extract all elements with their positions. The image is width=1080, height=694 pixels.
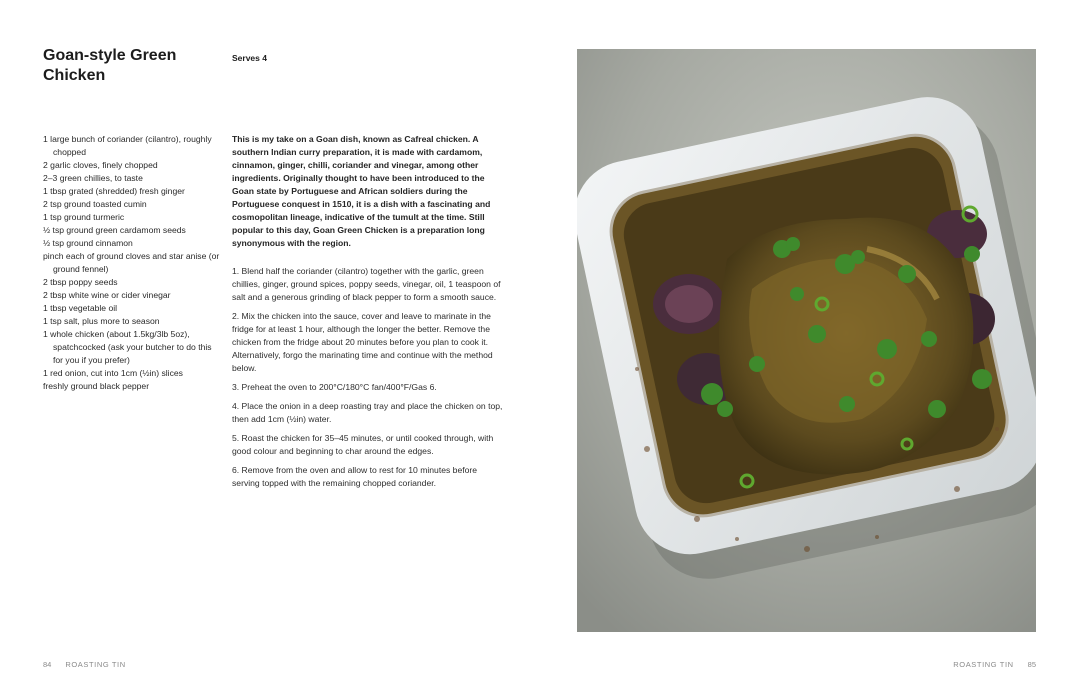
- ingredient-item: 1 tbsp grated (shredded) fresh ginger: [43, 186, 185, 196]
- ingredient-item: pinch each of ground cloves and star anise (or ground fennel): [43, 251, 220, 274]
- footer-left: [43, 660, 126, 669]
- ingredient-item: freshly ground black pepper: [43, 381, 150, 391]
- ingredient-item: ½ tsp ground green cardamom seeds: [43, 225, 186, 235]
- method-steps: [232, 265, 504, 496]
- ingredient-item: 1 whole chicken (about 1.5kg/3lb 5oz), spatchcocked (ask your butcher to do this for you if you prefer): [43, 329, 212, 365]
- method-step: 2. Mix the chicken into the sauce, cover and leave to marinate in the fridge for at least 1 hour, although the longer the better. Remove the chicken from the fridge about 20 minutes before you plan to cook it. Alternatively, forgo the marinating time and continue with the method below.: [232, 311, 493, 373]
- recipe-title: Goan-style Green Chicken: [43, 47, 177, 84]
- serves-label: Serves 4: [232, 53, 267, 63]
- ingredient-item: 2 garlic cloves, finely chopped: [43, 160, 158, 170]
- page-number-right: 85: [1027, 660, 1036, 669]
- ingredient-item: 2–3 green chillies, to taste: [43, 173, 143, 183]
- footer-right: [953, 660, 1036, 669]
- ingredient-list: [43, 133, 221, 393]
- method-step: 3. Preheat the oven to 200°C/180°C fan/400°F/Gas 6.: [232, 382, 437, 392]
- ingredient-item: 2 tbsp poppy seeds: [43, 277, 118, 287]
- method-step: 6. Remove from the oven and allow to rest for 10 minutes before serving topped with the remaining chopped coriander.: [232, 465, 478, 488]
- ingredient-item: 1 tsp ground turmeric: [43, 212, 125, 222]
- recipe-intro: This is my take on a Goan dish, known as Cafreal chicken. A southern Indian curry preparation, it is made with cardamom, cinnamon, ginger, chilli, coriander and vinegar, among other ingredients. Originally thought to have been introduced to the Goan state by Portuguese and African soldiers during the Portuguese conquest in 1510, it is a dish with a fascinating and cosmopolitan lineage, indicative of the tumult at the time. Still popular to this day, Goan Green Chicken is a preparation long synonymous with the region.: [232, 134, 491, 248]
- page-number-left: 84: [43, 660, 52, 669]
- section-name-left: ROASTING TIN: [65, 660, 126, 669]
- section-name-right: ROASTING TIN: [953, 660, 1014, 669]
- method-step: 5. Roast the chicken for 35–45 minutes, or until cooked through, with good colour and beginning to char around the edges.: [232, 433, 494, 456]
- ingredient-item: ½ tsp ground cinnamon: [43, 238, 133, 248]
- method-step: 4. Place the onion in a deep roasting tray and place the chicken on top, then add 1cm (½in) water.: [232, 401, 503, 424]
- ingredient-item: 1 tsp salt, plus more to season: [43, 316, 160, 326]
- roasted-chicken-tray-illustration: [577, 49, 1036, 632]
- ingredient-item: 1 tbsp vegetable oil: [43, 303, 118, 313]
- ingredient-item: 1 large bunch of coriander (cilantro), roughly chopped: [43, 134, 212, 157]
- ingredient-item: 2 tsp ground toasted cumin: [43, 199, 147, 209]
- recipe-photo: [577, 49, 1036, 632]
- ingredient-item: 2 tbsp white wine or cider vinegar: [43, 290, 171, 300]
- method-step: 1. Blend half the coriander (cilantro) together with the garlic, green chillies, ginger, ground spices, poppy seeds, vinegar, oil, 1 teaspoon of salt and a generous grinding of black pepper to form a smooth sauce.: [232, 266, 501, 302]
- ingredient-item: 1 red onion, cut into 1cm (½in) slices: [43, 368, 183, 378]
